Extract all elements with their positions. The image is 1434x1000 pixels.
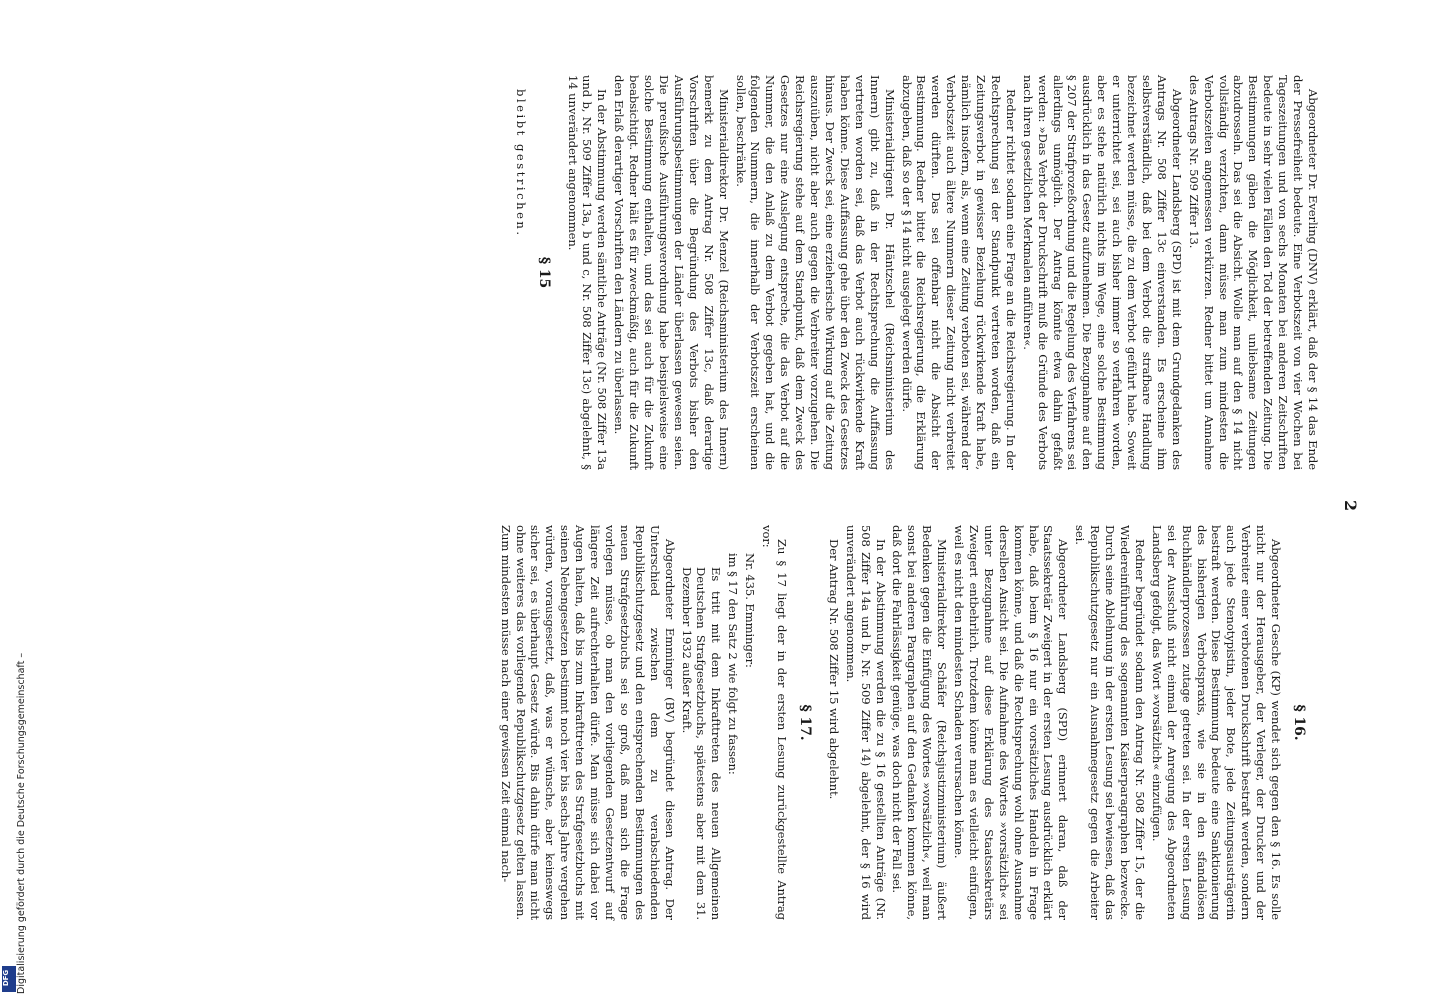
column-second bbox=[496, 525, 1320, 920]
paragraph-satz2: im § 17 den Satz 2 wie folgt zu fassen: bbox=[726, 553, 741, 775]
page-number: 2 bbox=[1341, 500, 1360, 512]
paragraph-landsberg: Abgeordneter Landsberg (SPD) ist mit dem Grundgedanken des Antrags Nr. 508 Ziffer 13c einverstanden. Es erscheine ihm selbstverständlich, daß bei dem Verbot die strafbare Handlung bezeichnet werden müsse, die zu dem Verbot geführt habe. Soweit er unterrichtet sei, sei auch bisher immer so verfahren worden, aber es stehe natürlich nichts im Wege, eine solche Bestimmung ausdrücklich in das Gesetz aufzunehmen. Die Bezugnahme auf den § 207 der Strafprozeßordnung und die Regelung des Verfahrens sei allerdings unmöglich. Der Antrag könnte etwa dahin gefaßt werden: »Das Verbot der Druckschrift muß die Gründe des Verbots nach ihren gesetzlichen Merkmalen anführen«. bbox=[1020, 75, 1184, 470]
dfg-logo bbox=[2, 966, 16, 992]
dfg-logo-text: DFG bbox=[2, 969, 11, 987]
paragraph-emminger: Abgeordneter Emminger (BV) begründet diesen Antrag. Der Unterschied zwischen dem zu verabschiedenden Republikschutzgesetz und den entsprechenden Bestimmungen des neuen Strafgesetzbuchs sei so groß, daß man sich die Frage vorlegen müsse, ob man den vorliegenden Gesetzentwurf auf längere Zeit aufrechterhalten dürfe. Man müsse sich dabei vor Augen halten, daß bis zum Inkrafttreten des Strafgesetzbuchs mit seinen Nebengesetzen bestimmt noch vier bis sechs Jahre vergehen würden, vorausgesetzt, daß, was er wünsche, aber keineswegs sicher sei, es überhaupt Gesetz würde. Bis dahin dürfe man nicht ohne weiteres das vorliegende Republikschutzgesetz gelten lassen. Zum mindesten müsse nach einer gewissen Zeit einmal nach- bbox=[498, 525, 677, 920]
paragraph-antrag-435: Nr. 435. Emminger: bbox=[743, 553, 758, 668]
section-heading-17: § 17. bbox=[796, 704, 813, 741]
paragraph-menzel: Ministerialdirektor Dr. Menzel (Reichsministerium des Innern) bemerkt zu dem Antrag Nr. 508 Ziffer 13c, daß derartige Vorschriften über die Begründung des Verbots bisher den Ausführungsbestimmungen der Länder überlassen gewesen seien. Die preußische Ausführungsverordnung habe beispielsweise eine solche Bestimmung enthalten, und das sei auch für die Zukunft beabsichtigt. Redner hält es für zweckmäßig, auch für die Zukunft den Erlaß derartiger Vorschriften den Ländern zu überlassen. bbox=[612, 75, 731, 470]
paragraph-kaiserparagraph: Redner begründet sodann den Antrag Nr. 508 Ziffer 15, der die Wiedereinführung des sogenannten Kaiserparagraphen bezwecke. Durch seine Ablehnung in der ersten Lesung sei bewiesen, daß das Republikschutzgesetz nur ein Ausnahmegesetz gegen die Arbeiter sei. bbox=[1073, 525, 1147, 920]
paragraph-everling: Abgeordneter Dr. Everling (DNV) erklärt, daß der § 14 das Ende der Pressefreiheit bedeute. Eine Verbotszeit von vier Wochen bei Tageszeitungen und von sechs Monaten bei anderen Zeitschriften bedeute in sehr vielen Fällen den Tod der betreffenden Zeitung. Die Bestimmungen gäben die Möglichkeit, unliebsame Zeitungen abzudrosseln. Das sei die Absicht. Wolle man auf den § 14 nicht vollständig verzichten, dann müsse man zum mindesten die Verbotszeiten angemessen verkürzen. Redner bittet um Annahme des Antrags Nr. 509 Ziffer 13. bbox=[1186, 75, 1320, 470]
paragraph-schaefer: Ministerialdirektor Schäfer (Reichsjustizministerium) äußert Bedenken gegen die Einfügung des Wortes »vorsätzlich«, weil man sonst bei anderen Paragraphen auf den Gedanken kommen könne, daß dort die Fahrlässigkeit genüge, was doch nicht der Fall sei. bbox=[890, 525, 950, 920]
paragraph-quote: Es tritt mit dem Inkrafttreten des neuen Allgemeinen Deutschen Strafgesetzbuchs, spätestens aber mit dem 31. Dezember 1932 außer Kraft. bbox=[679, 567, 724, 920]
paragraph-antrag-intro: Zu § 17 liegt der in der ersten Lesung zurückgestellte Antrag vor: bbox=[760, 525, 789, 920]
paragraph-question: Redner richtet sodann eine Frage an die Reichsregierung. In der Rechtsprechung sei der Standpunkt vertreten worden, daß ein Zeitungsverbot in gewisser Beziehung rückwirkende Kraft habe, nämlich insofern, als, wenn eine Zeitung verboten sei, während der Verbotszeit auch ältere Nummern dieser Zeitung nicht verbreitet werden dürften. Das sei offenbar nicht die Absicht der Bestimmung. Redner bittet die Reichsregierung, die Erklärung abzugeben, daß so der § 14 nicht ausgelegt werden dürfe. bbox=[899, 75, 1018, 470]
section-heading-16: § 16. bbox=[1291, 704, 1307, 741]
paragraph-struck: bleibt gestrichen. bbox=[513, 89, 528, 238]
paragraph-vote-14: In der Abstimmung werden sämtliche Anträge (Nr. 508 Ziffer 13a und b, Nr. 509 Ziffer 13a, b und c, Nr. 508 Ziffer 13c) abgelehnt, § 14 unverändert angenommen. bbox=[565, 75, 610, 470]
section-heading-15: § 15 bbox=[535, 256, 552, 289]
column-first bbox=[511, 75, 1320, 470]
paragraph-haentzschel: Ministerialdirigent Dr. Häntzschel (Reichsministerium des Innern) gibt zu, daß in der Rechtsprechung die Auffassung vertreten worden sei, daß das Verbot auch rückwirkende Kraft haben könne. Diese Auffassung gehe über den Zweck des Gesetzes hinaus. Der Zweck sei, eine erzieherische Wirkung auf die Zeitung auszuüben, nicht aber auch gegen die Verbreiter vorzugehen. Die Reichsregierung stehe auf dem Standpunkt, daß dem Zweck des Gesetzes nur eine Auslegung entspreche, die das Verbot auf die Nummer, die den Anlaß zu dem Verbot gegeben hat, und die folgenden Nummern, die innerhalb der Verbotszeit erscheinen sollen, beschränke. bbox=[733, 75, 897, 470]
rotated-document-content bbox=[140, 70, 1360, 950]
paragraph-antrag-15: Der Antrag Nr. 508 Ziffer 15 wird abgelehnt. bbox=[826, 539, 841, 800]
paragraph-landsberg-16: Abgeordneter Landsberg (SPD) erinnert daran, daß der Staatssekretär Zweigert in der ersten Lesung ausdrücklich erklärt habe, daß beim § 16 nur ein vorsätzliches Handeln in Frage kommen könne, und daß die Rechtsprechung wohl ohne Ausnahme derselben Ansicht sei. Die Aufnahme des Wortes »vorsätzlich« sei unter Bezugnahme auf diese Erklärung des Staatssekretärs Zweigert entbehrlich. Trotzdem könne man es vielleicht einfügen, weil es nicht den mindesten Schaden verursachen könne. bbox=[952, 525, 1071, 920]
footer-credit bbox=[4, 606, 27, 994]
footer-credit-text: Digitalisierung gefördert durch die Deutsche Forschungsgemeinschaft – bbox=[16, 652, 27, 994]
paragraph-vote-16: In der Abstimmung werden die zu § 16 gestellten Anträge (Nr. 508 Ziffer 14a und b, Nr. 509 Ziffer 14) abgelehnt, der § 16 wird unverändert angenommen. bbox=[843, 525, 888, 920]
paragraph-gesche: Abgeordneter Gesche (KP) wendet sich gegen den § 16. Es solle nicht nur der Herausgeber, der Verleger, der Drucker und der Verbreiter einer verbotenen Druckschrift bestraft werden, sondern auch jede Stenotypistin, jeder Bote, jede Zeitungsausträgerin bestraft werden. Diese Bestimmung bedeute eine Sanktionierung des bisherigen Verbotspraxis, wie sie in den sfandalösen Buchhändlerprozessen zutage getreten sei. In der ersten Lesung sei der Ausschuß nicht einmal der Anregung des Abgeordneten Landsberg gefolgt, das Wort »vorsätzlich« einzufügen. bbox=[1149, 525, 1284, 920]
